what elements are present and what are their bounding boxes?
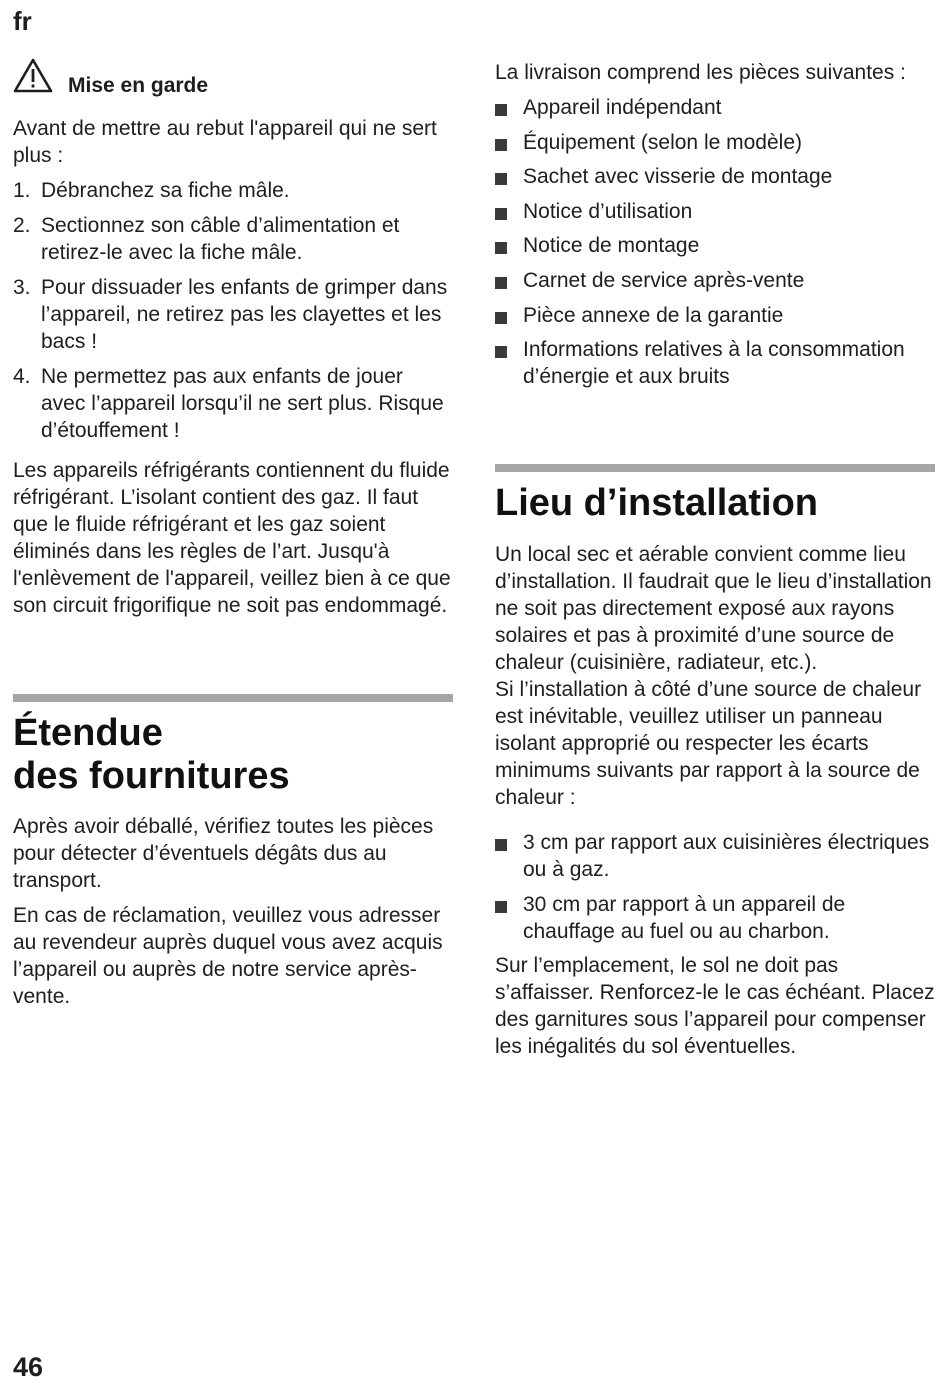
- warning-heading: [13, 58, 453, 98]
- step-number: 2.: [13, 214, 31, 237]
- warning-intro: Avant de mettre au rebut l'appareil qui ne sert plus :: [13, 117, 437, 167]
- delivery-block: [495, 59, 935, 398]
- square-bullet-icon: [495, 312, 507, 324]
- section-divider: [495, 464, 935, 472]
- installation-title: Lieu d’installation: [495, 482, 819, 524]
- step-number: 4.: [13, 365, 31, 388]
- step-item: [13, 177, 453, 204]
- square-bullet-icon: [495, 208, 507, 220]
- warning-title: Mise en garde: [68, 74, 209, 97]
- list-item-text: 30 cm par rapport à un appareil de chauffage au fuel ou au charbon.: [523, 892, 846, 943]
- list-item: [495, 94, 935, 121]
- list-item: [495, 232, 935, 259]
- scope-body: [13, 813, 453, 1010]
- installation-paragraph-2: Si l’installation à côté d’une source de chaleur est inévitable, veuillez utiliser un panneau isolant approprié ou respecter les écarts minimums suivants par rapport à la source de chaleur :: [495, 678, 922, 809]
- step-item: [13, 363, 453, 444]
- scope-title-line2: des fournitures: [13, 755, 290, 797]
- warning-body: [13, 115, 453, 452]
- list-item-text: Sachet avec visserie de montage: [523, 165, 833, 189]
- language-code: fr: [13, 6, 32, 36]
- installation-paragraph-1: Un local sec et aérable convient comme lieu d’installation. Il faudrait que le lieu d’installation ne soit pas directement exposé aux rayons solaires et pas à proximité d’une source de chaleur (cuisinière, radiateur, etc.).: [495, 543, 932, 674]
- square-bullet-icon: [495, 242, 507, 254]
- list-item-text: Carnet de service après-vente: [523, 268, 805, 292]
- list-item: [495, 129, 935, 156]
- list-item: [495, 891, 935, 945]
- scope-paragraph-1: Après avoir déballé, vérifiez toutes les pièces pour détecter d’éventuels dégâts dus au transport.: [13, 815, 434, 892]
- warning-steps: [13, 177, 453, 444]
- delivery-intro: La livraison comprend les pièces suivantes :: [495, 61, 906, 84]
- step-text: Pour dissuader les enfants de grimper dans l’appareil, ne retirez pas les clayettes et les bacs !: [41, 276, 448, 353]
- step-text: Sectionnez son câble d’alimentation et retirez-le avec la fiche mâle.: [41, 214, 400, 264]
- list-item: [495, 829, 935, 883]
- list-item-text: Équipement (selon le modèle): [523, 130, 802, 154]
- step-text: Ne permettez pas aux enfants de jouer avec l’appareil lorsqu’il ne sert plus. Risque d’étouffement !: [41, 365, 444, 442]
- square-bullet-icon: [495, 139, 507, 151]
- scope-title: [13, 712, 453, 798]
- scope-title-line1: Étendue: [13, 712, 163, 754]
- list-item: [495, 336, 935, 390]
- list-item-text: Notice d’utilisation: [523, 199, 693, 223]
- installation-body: [495, 541, 935, 1060]
- step-item: [13, 212, 453, 266]
- step-number: 3.: [13, 276, 31, 299]
- list-item: [495, 198, 935, 225]
- square-bullet-icon: [495, 901, 507, 913]
- refrigerant-paragraph: Les appareils réfrigérants contiennent du fluide réfrigérant. L’isolant contient des gaz. Il faut que le fluide réfrigérant et les gaz soient éliminés dans les règles de l’art. Jusqu'à l'enlèvement de l'appareil, veillez bien à ce que son circuit frigorifique ne soit pas endommagé.: [13, 459, 451, 617]
- list-item: [495, 302, 935, 329]
- scope-paragraph-2: En cas de réclamation, veuillez vous adresser au revendeur auprès duquel vous avez acquis l’appareil ou auprès de notre service après-vente.: [13, 904, 443, 1008]
- step-number: 1.: [13, 179, 31, 202]
- list-item: [495, 163, 935, 190]
- list-item-text: 3 cm par rapport aux cuisinières électriques ou à gaz.: [523, 831, 930, 881]
- installation-paragraph-3: Sur l’emplacement, le sol ne doit pas s’affaisser. Renforcez-le le cas échéant. Placez des garnitures sous l’appareil pour compenser les inégalités du sol éventuelles.: [495, 954, 935, 1059]
- installation-heading-block: [495, 482, 935, 525]
- list-item-text: Pièce annexe de la garantie: [523, 303, 784, 327]
- square-bullet-icon: [495, 104, 507, 116]
- list-item-text: Informations relatives à la consommation d’énergie et aux bruits: [523, 338, 905, 389]
- step-item: [13, 274, 453, 355]
- square-bullet-icon: [495, 346, 507, 358]
- delivery-list: [495, 94, 935, 390]
- list-item-text: Appareil indépendant: [523, 96, 722, 119]
- list-item-text: Notice de montage: [523, 234, 700, 258]
- page-number: 46: [13, 1352, 44, 1382]
- square-bullet-icon: [495, 839, 507, 851]
- warning-triangle-icon: [13, 58, 53, 94]
- scope-heading-block: [13, 712, 453, 798]
- square-bullet-icon: [495, 173, 507, 185]
- section-divider: [13, 694, 453, 702]
- refrigerant-block: [13, 457, 453, 619]
- step-text: Débranchez sa fiche mâle.: [41, 179, 290, 202]
- list-item: [495, 267, 935, 294]
- square-bullet-icon: [495, 277, 507, 289]
- distance-list: [495, 829, 935, 945]
